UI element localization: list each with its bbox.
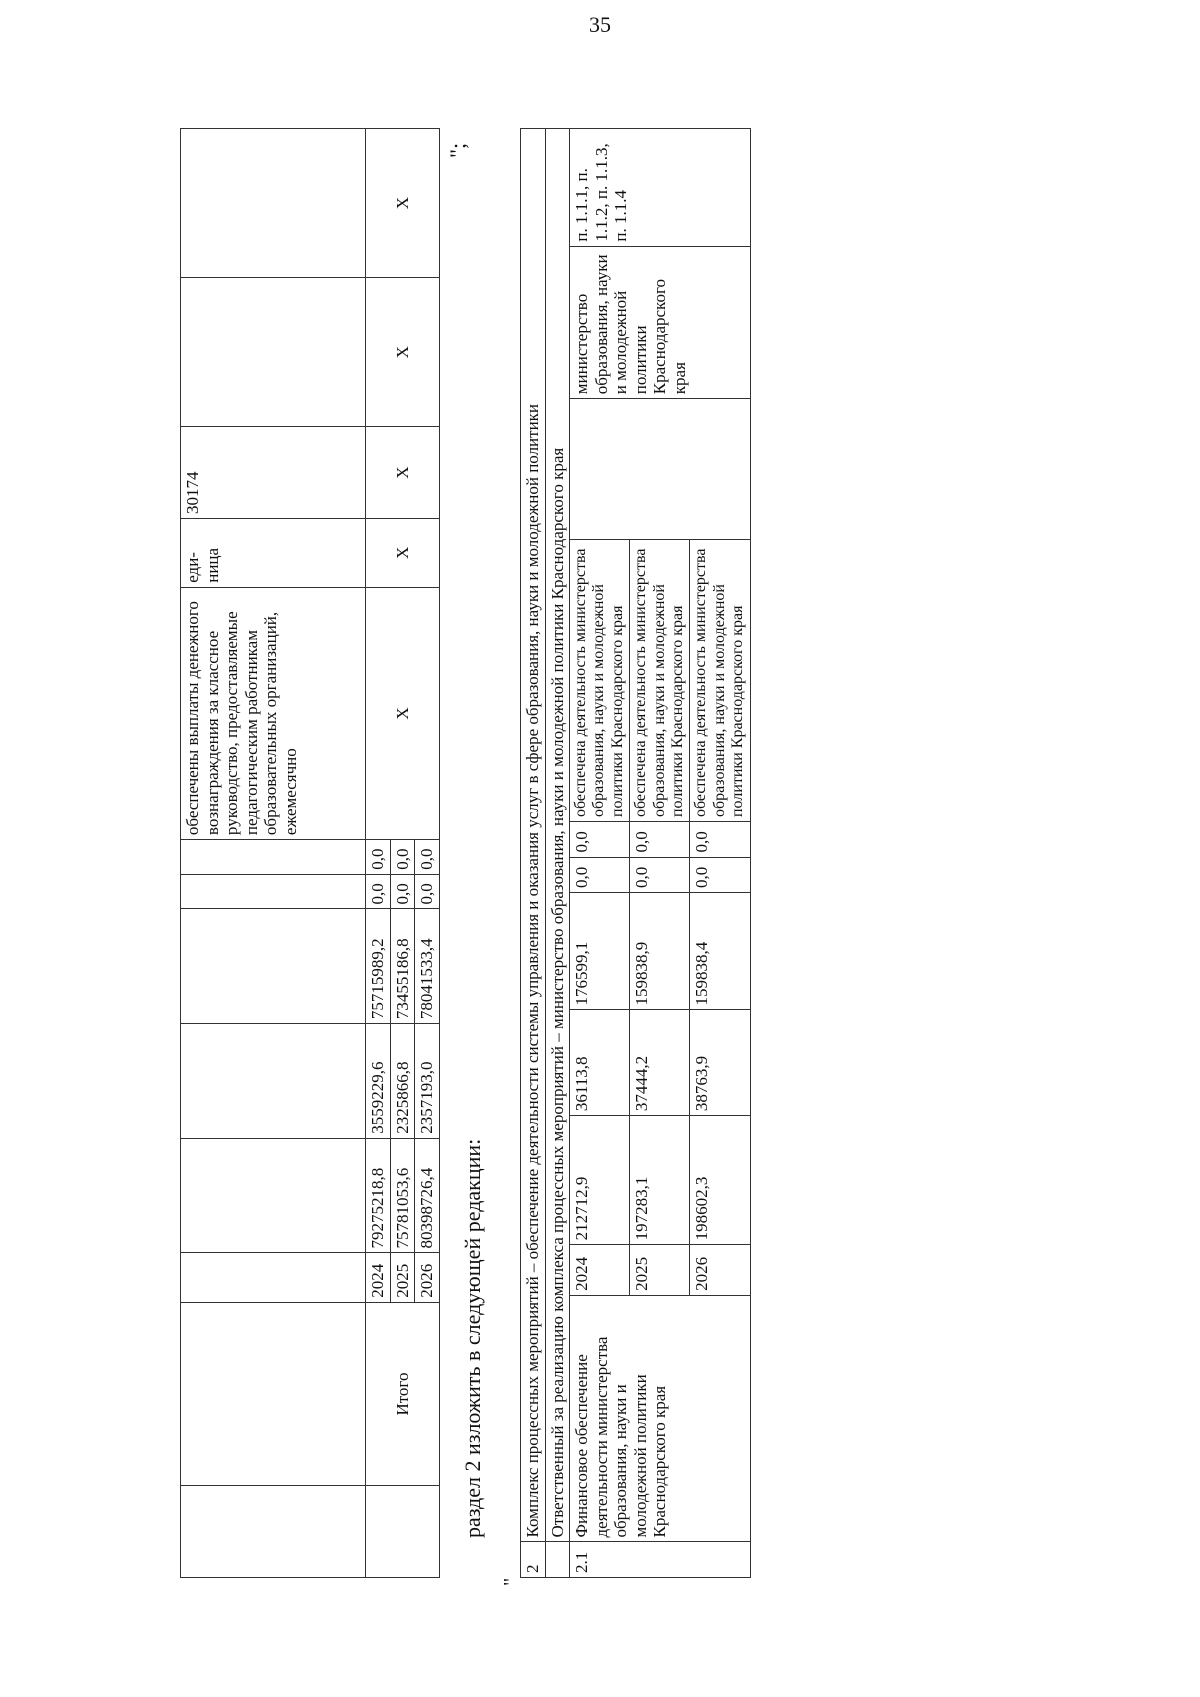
section-2-table (520, 128, 751, 1578)
unit-label: еди- ница (181, 518, 366, 587)
page-number: 35 (589, 12, 611, 37)
table-row: 2.1 Финансовое обеспечение деятельности министерства образования, науки и молодежной политики Краснодарского края 2024 212712,9 36113,8 176599,1 0,0 0,0 обеспечена деятельность министерства образования, науки и молодежной политики Краснодарского края министерство образования, науки и молодежной политики Краснодарского края п. 1.1.1, п. 1.1.2, п. 1.1.3, п. 1.1.4 (570, 129, 630, 1578)
table-row: 2026 198602,3 38763,9 159838,4 0,0 0,0 обеспечена деятельность министерства образования, науки и молодежной политики Краснодарского края (690, 129, 750, 1578)
responsible-row (545, 129, 570, 1578)
table-row: 2025 197283,1 37444,2 159838,9 0,0 0,0 обеспечена деятельность министерства образования, науки и молодежной политики Краснодарского края (630, 129, 690, 1578)
section-note: раздел 2 изложить в следующей редакции: (460, 1138, 485, 1538)
table-row: Итого 2024 79275218,8 3559229,6 75715989,2 0,0 0,0 X X X X X (366, 129, 391, 1578)
total-label: Итого (366, 1302, 440, 1485)
summary-table (180, 128, 440, 1578)
table-row: 2026 80398726,4 2357193,0 78041533,4 0,0 0,0 (415, 129, 440, 1578)
rotated-page-content (160, 108, 1040, 1586)
description-row (181, 129, 366, 1578)
item-title: Финансовое обеспечение деятельности министерства образования, науки и молодежной политики Краснодарского края (570, 1295, 751, 1542)
rotated-content-frame (160, 108, 1040, 1586)
x-mark: X (366, 129, 440, 278)
links: п. 1.1.1, п. 1.1.2, п. 1.1.3, п. 1.1.4 (570, 129, 751, 247)
opening-quote: " (500, 1577, 522, 1586)
unit-value: 30174 (181, 427, 366, 519)
x-mark: X (366, 427, 440, 519)
responsible-text: Ответственный за реализацию комплекса процессных мероприятий – министерство образования, науки и молодежной политики Краснодарского края (545, 129, 570, 1542)
result-description: обеспечены выплаты денежного вознаграждения за классное руководство, предоставляемые педагогическим работникам образовательных организаций, ежемесячно (181, 587, 366, 839)
executor: министерство образования, науки и молодежной политики Краснодарского края (570, 246, 751, 399)
table-row: 2025 75781053,6 2325866,8 73455186,8 0,0 0,0 (390, 129, 415, 1578)
section-number: 2 (521, 1542, 546, 1578)
item-number: 2.1 (570, 1542, 751, 1578)
x-mark: X (366, 518, 440, 587)
closing-quote: "; (445, 142, 470, 158)
section-title: Комплекс процессных мероприятий – обеспечение деятельности системы управления и оказания услуг в сфере образования, науки и молодежной политики (521, 129, 546, 1542)
x-mark: X (366, 587, 440, 839)
x-mark: X (366, 278, 440, 427)
section-title-row (521, 129, 546, 1578)
